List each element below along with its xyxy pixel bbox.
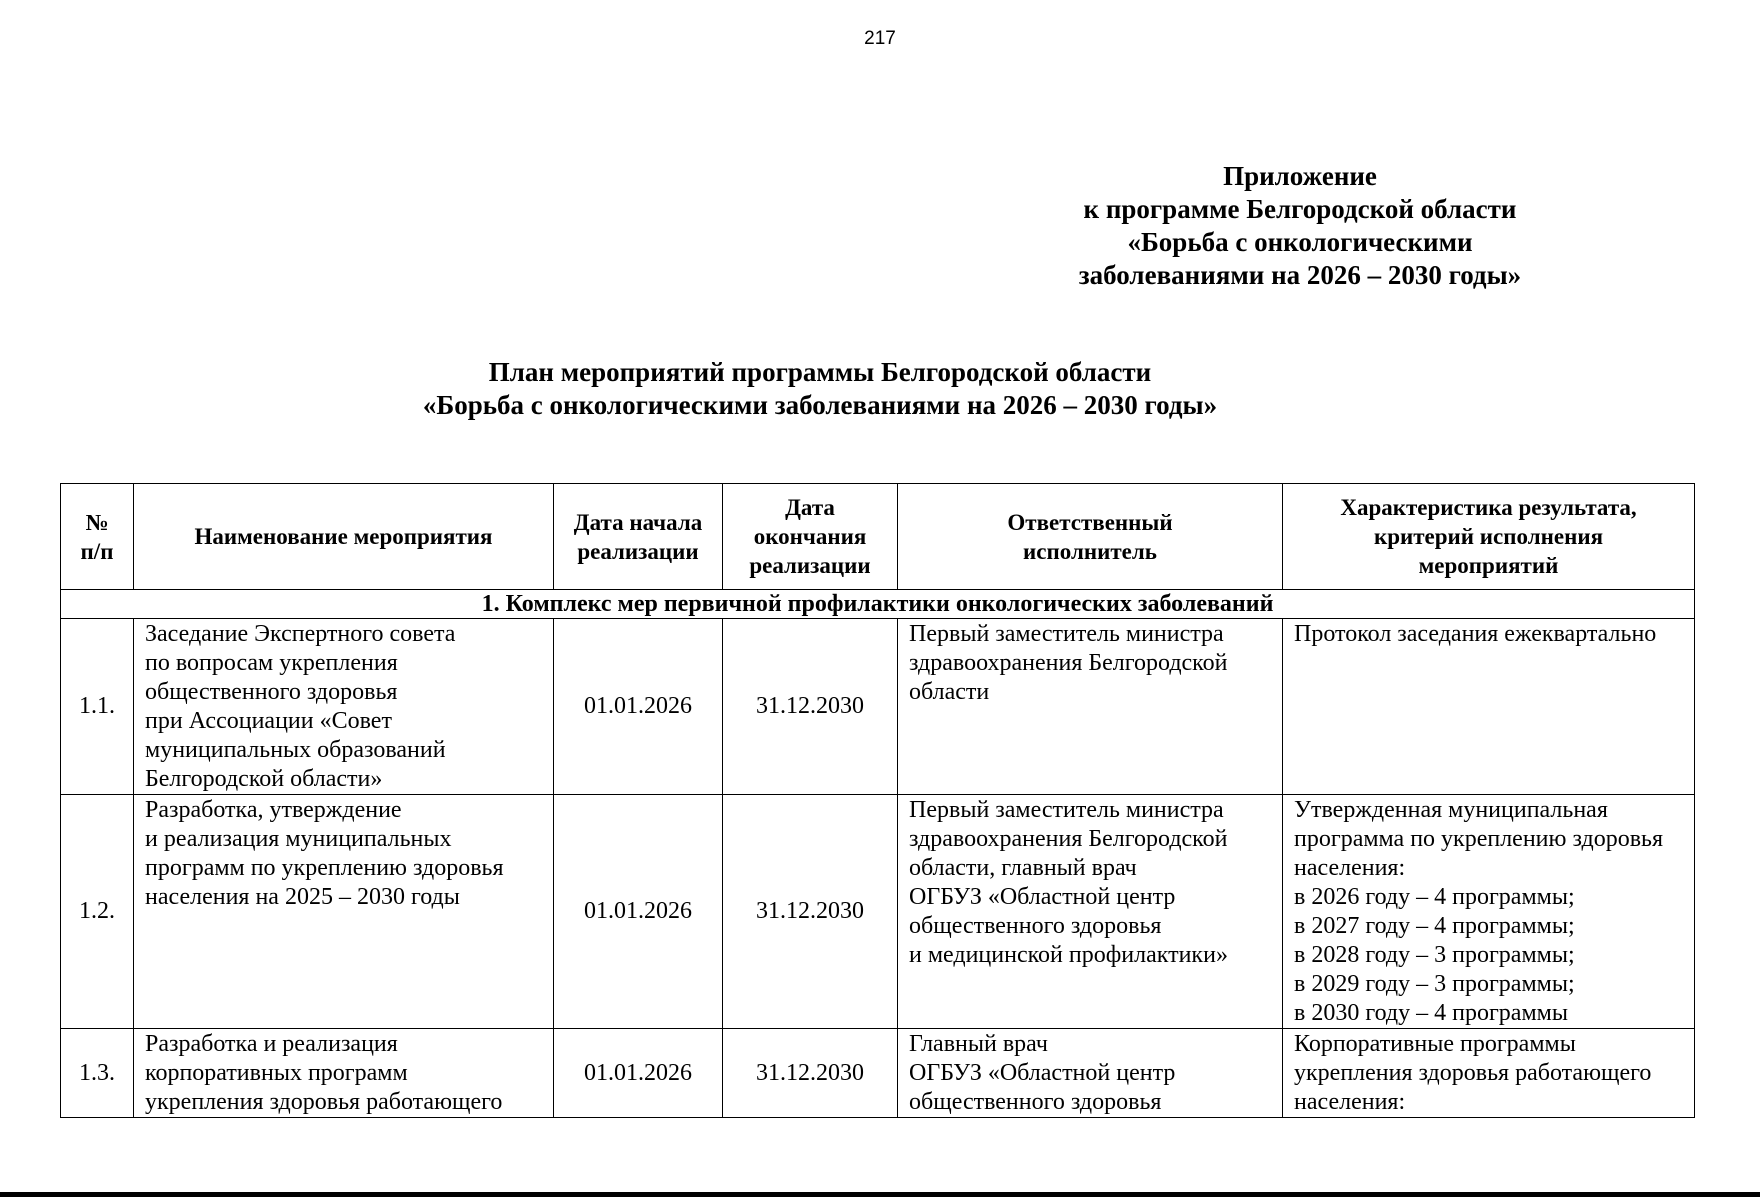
result [1283,619,1695,795]
responsible [898,795,1283,1029]
activity-name-line: укрепления здоровья работающего [145,1089,503,1115]
appendix-line: к программе Белгородской области [1083,194,1517,224]
table-header-row [61,484,1695,590]
row-number: 1.1. [61,619,134,795]
page-number: 217 [864,28,896,49]
activity-name [134,619,554,795]
result-line: населения: [1294,1089,1406,1115]
result-line: Протокол заседания ежеквартально [1294,621,1657,647]
row-number: 1.3. [61,1029,134,1118]
result-line: в 2027 году – 4 программы; [1294,913,1575,939]
result-line: в 2026 году – 4 программы; [1294,884,1575,910]
activity-name [134,1029,554,1118]
header-name: Наименование мероприятия [134,484,554,590]
appendix-heading [1040,160,1560,292]
result-line: программа по укреплению здоровья [1294,826,1664,852]
result [1283,795,1695,1029]
result-line: укрепления здоровья работающего [1294,1060,1652,1086]
activity-name [134,795,554,1029]
activity-name-line: муниципальных образований [145,737,446,763]
responsible-line: ОГБУЗ «Областной центр [909,884,1176,910]
header-responsible: Ответственный исполнитель [898,484,1283,590]
result-line: Корпоративные программы [1294,1031,1576,1057]
responsible-line: общественного здоровья [909,913,1162,939]
activity-name-line: общественного здоровья [145,679,398,705]
table-row [61,619,1695,795]
plan-title-line: «Борьба с онкологическими заболеваниями на 2026 – 2030 годы» [422,390,1218,420]
row-number: 1.2. [61,795,134,1029]
responsible-line: Первый заместитель министра [909,797,1224,823]
activity-name-line: по вопросам укрепления [145,650,398,676]
responsible-line: области [909,679,990,705]
activity-name-line: при Ассоциации «Совет [145,708,392,734]
result [1283,1029,1695,1118]
activity-name-line: Разработка и реализация [145,1031,398,1057]
appendix-line: «Борьба с онкологическими [1127,227,1473,257]
header-end-date: Дата окончания реализации [723,484,898,590]
result-line: в 2028 году – 3 программы; [1294,942,1575,968]
responsible [898,619,1283,795]
section-title: 1. Комплекс мер первичной профилактики онкологических заболеваний [61,590,1695,619]
responsible-line: Первый заместитель министра [909,621,1224,647]
activity-name-line: Заседание Экспертного совета [145,621,456,647]
header-num: № п/п [61,484,134,590]
appendix-line: Приложение [1223,161,1377,191]
end-date: 31.12.2030 [723,619,898,795]
responsible-line: здравоохранения Белгородской [909,826,1228,852]
header-start-date: Дата начала реализации [554,484,723,590]
result-line: в 2029 году – 3 программы; [1294,971,1575,997]
table-row [61,795,1695,1029]
responsible-line: и медицинской профилактики» [909,942,1228,968]
bottom-rule [0,1192,1760,1197]
responsible-line: Главный врач [909,1031,1048,1057]
activity-name-line: и реализация муниципальных [145,826,452,852]
responsible-line: общественного здоровья [909,1089,1162,1115]
responsible-line: ОГБУЗ «Областной центр [909,1060,1176,1086]
responsible-line: здравоохранения Белгородской [909,650,1228,676]
header-result: Характеристика результата, критерий исполнения мероприятий [1283,484,1695,590]
activity-name-line: программ по укреплению здоровья [145,855,504,881]
plan-title [0,356,1640,422]
section-row [61,590,1695,619]
activity-name-line: Белгородской области» [145,766,383,792]
result-line: Утвержденная муниципальная [1294,797,1608,823]
plan-title-line: План мероприятий программы Белгородской области [488,357,1152,387]
activity-name-line: населения на 2025 – 2030 годы [145,884,460,910]
activity-name-line: корпоративных программ [145,1060,408,1086]
activity-name-line: Разработка, утверждение [145,797,402,823]
plan-table [60,483,1695,1118]
end-date: 31.12.2030 [723,795,898,1029]
responsible-line: области, главный врач [909,855,1137,881]
result-line: в 2030 году – 4 программы [1294,1000,1568,1026]
table-row [61,1029,1695,1118]
end-date: 31.12.2030 [723,1029,898,1118]
result-line: населения: [1294,855,1406,881]
start-date: 01.01.2026 [554,1029,723,1118]
start-date: 01.01.2026 [554,619,723,795]
start-date: 01.01.2026 [554,795,723,1029]
appendix-line: заболеваниями на 2026 – 2030 годы» [1078,260,1522,290]
responsible [898,1029,1283,1118]
